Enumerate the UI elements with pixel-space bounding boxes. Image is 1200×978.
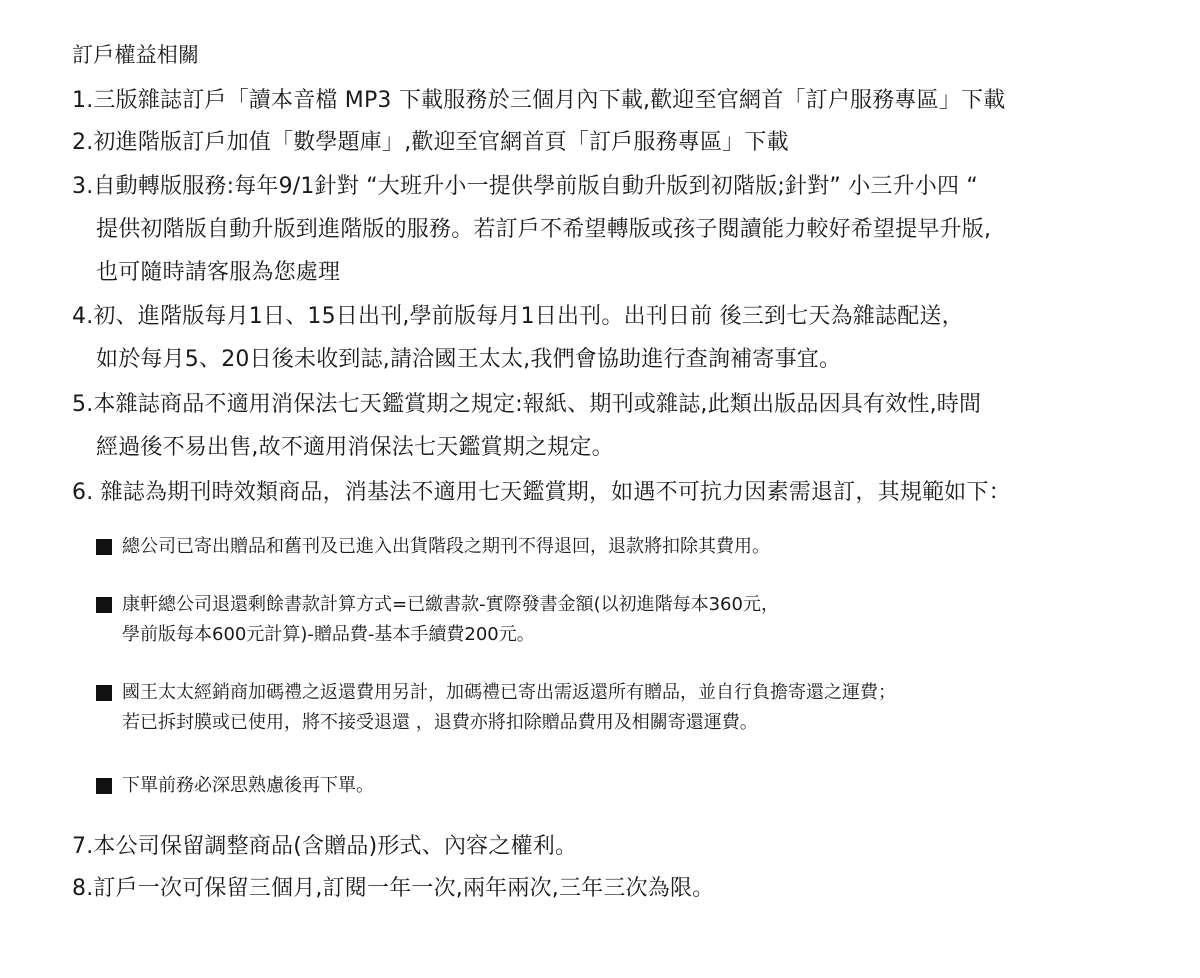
refund-rule-1: 總公司已寄出贈品和舊刊及已進入出貨階段之期刊不得退回，退款將扣除其費用。 — [122, 536, 770, 557]
rights-item-8: 8.訂戶一次可保留三個月,訂閱一年一次,兩年兩次,三年三次為限。 — [72, 876, 715, 901]
page-title: 訂戶權益相關 — [72, 43, 200, 67]
refund-rule-3: 國王太太經銷商加碼禮之返還費用另計，加碼禮已寄出需返還所有贈品，並自行負擔寄還之運費； — [122, 682, 896, 703]
rights-item-3-continued: 也可隨時請客服為您處理 — [96, 260, 341, 285]
rights-item-4-continued: 如於每月5、20日後未收到誌,請洽國王太太,我們會協助進行查詢補寄事宜。 — [96, 347, 842, 372]
refund-rule-4: 下單前務必深思熟慮後再下單。 — [122, 775, 374, 796]
rights-item-4: 4.初、進階版每月1日、15日出刊,學前版每月1日出刊。出刊日前 後三到七天為雜誌配送， — [72, 304, 964, 329]
rights-item-7: 7.本公司保留調整商品(含贈品)形式、內容之權利。 — [72, 834, 578, 859]
refund-rule-3-continued: 若已拆封膜或已使用，將不接受退還 ，退費亦將扣除贈品費用及相關寄還運費。 — [122, 712, 758, 733]
rights-item-3-continued: 提供初階版自動升版到進階版的服務。若訂戶不希望轉版或孩子閱讀能力較好希望提早升版, — [96, 217, 992, 242]
refund-rule-2-continued: 學前版每本600元計算)-贈品費-基本手續費200元。 — [122, 624, 535, 645]
refund-rule-2: 康軒總公司退還剩餘書款計算方式=已繳書款-實際發書金額(以初進階每本360元， — [122, 594, 779, 615]
square-bullet-icon — [96, 597, 112, 613]
rights-item-6: 6. 雜誌為期刊時效類商品，消基法不適用七天鑑賞期，如遇不可抗力因素需退訂，其規範如下： — [72, 480, 1011, 505]
square-bullet-icon — [96, 539, 112, 555]
rights-item-1: 1.三版雜誌訂戶「讀本音檔 MP3 下載服務於三個月內下載,歡迎至官網首「訂户服務專區」下載 — [72, 88, 1006, 113]
rights-item-5: 5.本雜誌商品不適用消保法七天鑑賞期之規定:報紙、期刊或雜誌,此類出版品因具有效性,時間 — [72, 392, 982, 417]
square-bullet-icon — [96, 778, 112, 794]
square-bullet-icon — [96, 685, 112, 701]
rights-item-2: 2.初進階版訂戶加值「數學題庫」,歡迎至官網首頁「訂戶服務專區」下載 — [72, 130, 789, 155]
rights-item-5-continued: 經過後不易出售,故不適用消保法七天鑑賞期之規定。 — [96, 435, 614, 460]
rights-item-3: 3.自動轉版服務:每年9/1針對 “大班升小一提供學前版自動升版到初階版;針對” 小三升小四 “ — [72, 174, 978, 199]
